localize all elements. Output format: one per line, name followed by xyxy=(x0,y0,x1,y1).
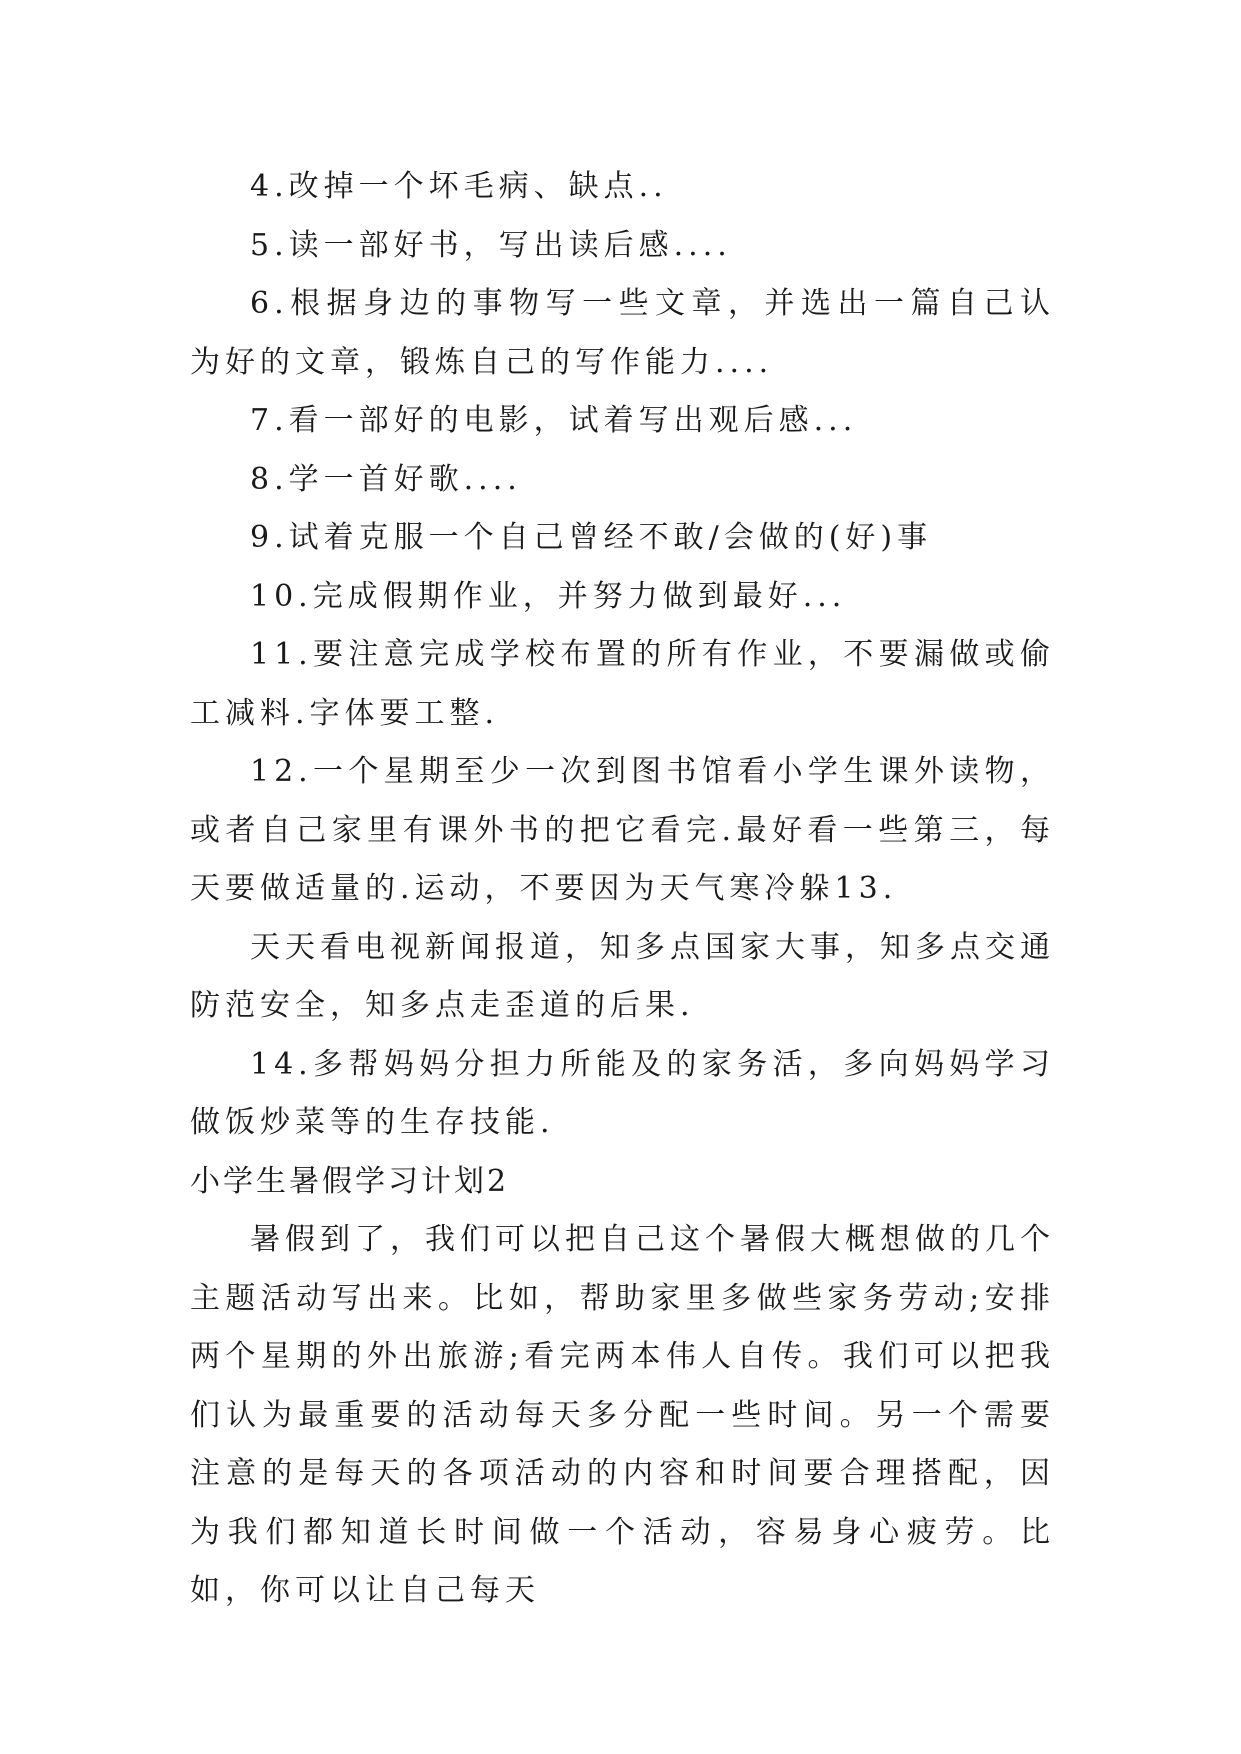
list-item-7: 7.看一部好的电影，试着写出观后感... xyxy=(250,403,858,438)
list-item-6: 6.根据身边的事物写一些文章，并选出一篇自己认为好的文章，锻炼自己的写作能力.... xyxy=(190,286,1055,380)
list-item-11: 11.要注意完成学校布置的所有作业，不要漏做或偷工减料.字体要工整. xyxy=(190,637,1055,731)
list-item-8: 8.学一首好歌.... xyxy=(250,461,522,497)
list-item-4: 4.改掉一个坏毛病、缺点.. xyxy=(250,169,668,204)
list-item-14: 14.多帮妈妈分担力所能及的家务活，多向妈妈学习做饭炒菜等的生存技能. xyxy=(190,1046,1055,1140)
section-paragraph: 暑假到了，我们可以把自己这个暑假大概想做的几个主题活动写出来。比如，帮助家里多做些家务劳动;安排两个星期的外出旅游;看完两本伟人自传。我们可以把我们认为最重要的活动每天多分配一些时间。另一个需要注意的是每天的各项活动的内容和时间要合理搭配，因为我们都知道长时间做一个活动，容易身心疲劳。比如，你可以让自己每天 xyxy=(190,1222,1055,1608)
list-item-5: 5.读一部好书，写出读后感.... xyxy=(250,227,732,263)
list-item-10: 10.完成假期作业，并努力做到最好... xyxy=(250,578,847,614)
section-title: 小学生暑假学习计划2 xyxy=(190,1163,510,1199)
document-body xyxy=(190,158,1055,1621)
news-paragraph: 天天看电视新闻报道，知多点国家大事，知多点交通防范安全，知多点走歪道的后果. xyxy=(190,929,1055,1023)
list-item-9: 9.试着克服一个自己曾经不敢/会做的(好)事 xyxy=(250,520,933,555)
list-item-12: 12.一个星期至少一次到图书馆看小学生课外读物，或者自己家里有课外书的把它看完.最好看一些第三，每天要做适量的.运动，不要因为天气寒冷躲13. xyxy=(190,754,1055,906)
